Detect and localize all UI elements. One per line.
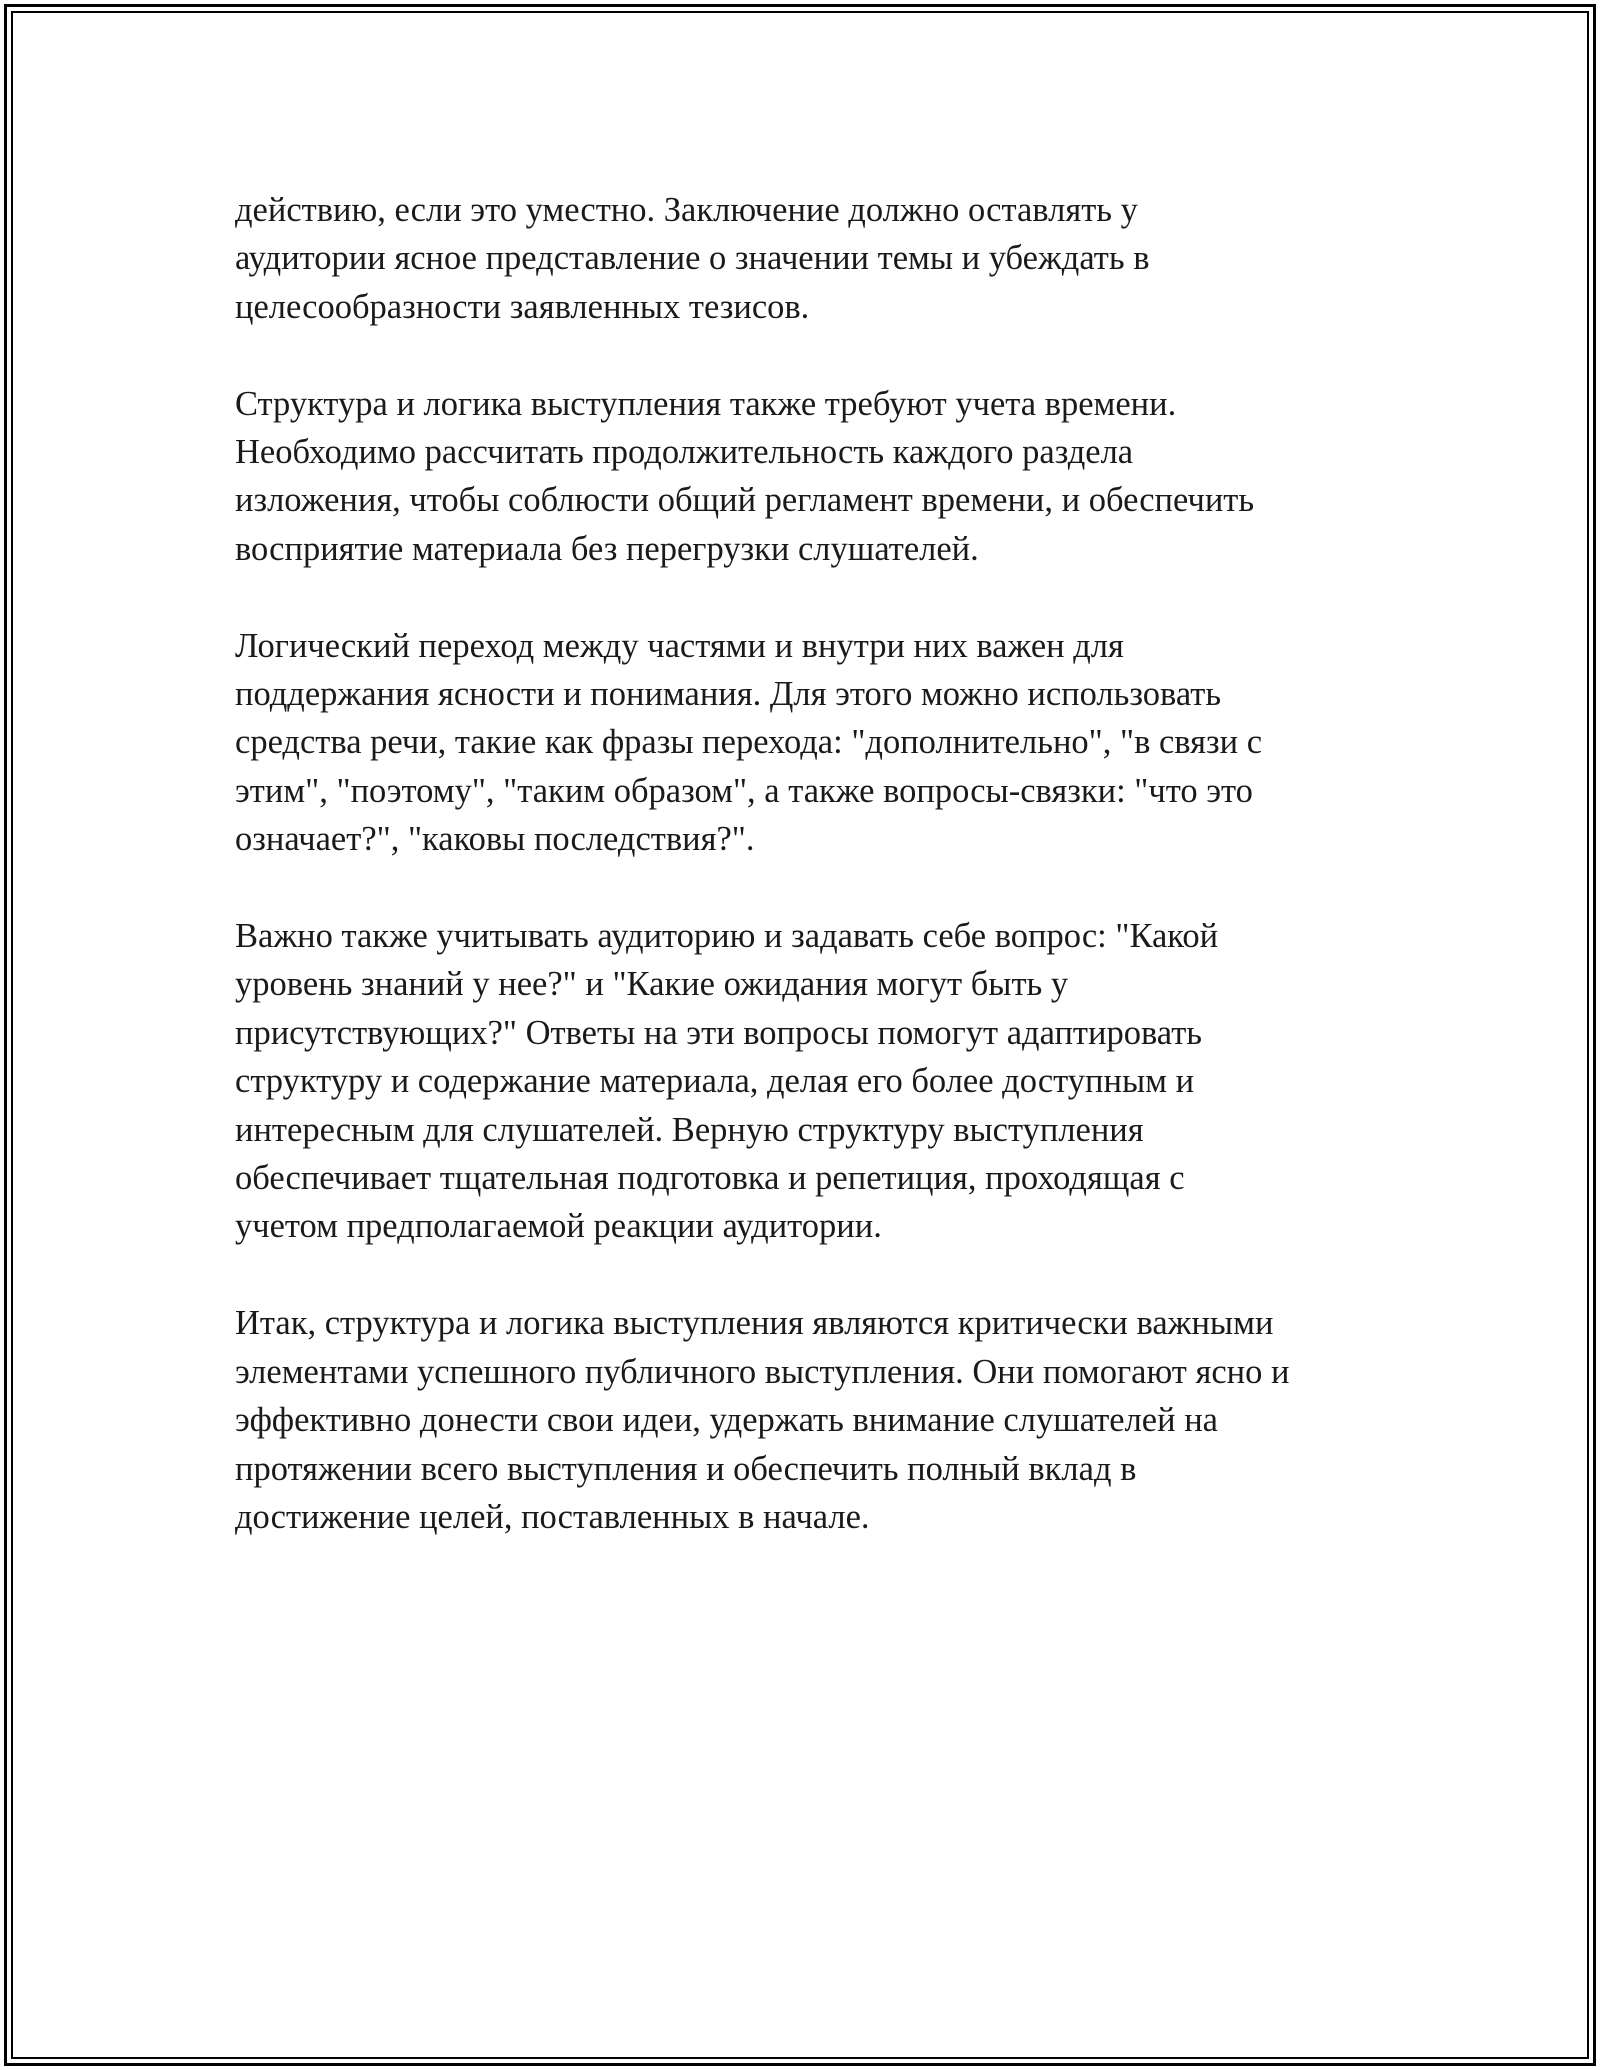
text-line: учетом предполагаемой реакции аудитории. <box>235 1207 882 1246</box>
text-line: означает?", "каковы последствия?". <box>235 820 755 859</box>
text-line: этим", "поэтому", "таким образом", а также вопросы-связки: "что это <box>235 771 1253 810</box>
document-body <box>235 186 1385 1590</box>
text-line: Логический переход между частями и внутри них важен для <box>235 626 1124 665</box>
paragraph-timing <box>235 380 1385 574</box>
text-line: протяжении всего выступления и обеспечить полный вклад в <box>235 1449 1137 1488</box>
text-line: достижение целей, поставленных в начале. <box>235 1497 870 1536</box>
text-line: Структура и логика выступления также требуют учета времени. <box>235 384 1177 423</box>
text-line: Итак, структура и логика выступления являются критически важными <box>235 1304 1274 1343</box>
text-line: Важно также учитывать аудиторию и задавать себе вопрос: "Какой <box>235 917 1219 956</box>
text-line: присутствующих?" Ответы на эти вопросы помогут адаптировать <box>235 1013 1203 1052</box>
text-line: элементами успешного публичного выступления. Они помогают ясно и <box>235 1352 1290 1391</box>
text-line: поддержания ясности и понимания. Для этого можно использовать <box>235 675 1222 714</box>
text-line: аудитории ясное представление о значении темы и убеждать в <box>235 239 1150 278</box>
paragraph-conclusion <box>235 186 1385 331</box>
text-line: восприятие материала без перегрузки слушателей. <box>235 529 979 568</box>
text-line: уровень знаний у нее?" и "Какие ожидания могут быть у <box>235 965 1069 1004</box>
paragraph-audience <box>235 912 1385 1251</box>
text-line: средства речи, такие как фразы перехода: "дополнительно", "в связи с <box>235 723 1263 762</box>
text-line: обеспечивает тщательная подготовка и репетиция, проходящая с <box>235 1159 1185 1198</box>
paragraph-summary <box>235 1299 1385 1541</box>
text-line: изложения, чтобы соблюсти общий регламент времени, и обеспечить <box>235 481 1255 520</box>
text-line: структуру и содержание материала, делая его более доступным и <box>235 1062 1195 1101</box>
text-line: эффективно донести свои идеи, удержать внимание слушателей на <box>235 1401 1218 1440</box>
text-line: Необходимо рассчитать продолжительность каждого раздела <box>235 433 1134 472</box>
paragraph-transitions <box>235 622 1385 864</box>
text-line: целесообразности заявленных тезисов. <box>235 287 810 326</box>
text-line: действию, если это уместно. Заключение должно оставлять у <box>235 191 1138 229</box>
text-line: интересным для слушателей. Верную структуру выступления <box>235 1110 1144 1149</box>
